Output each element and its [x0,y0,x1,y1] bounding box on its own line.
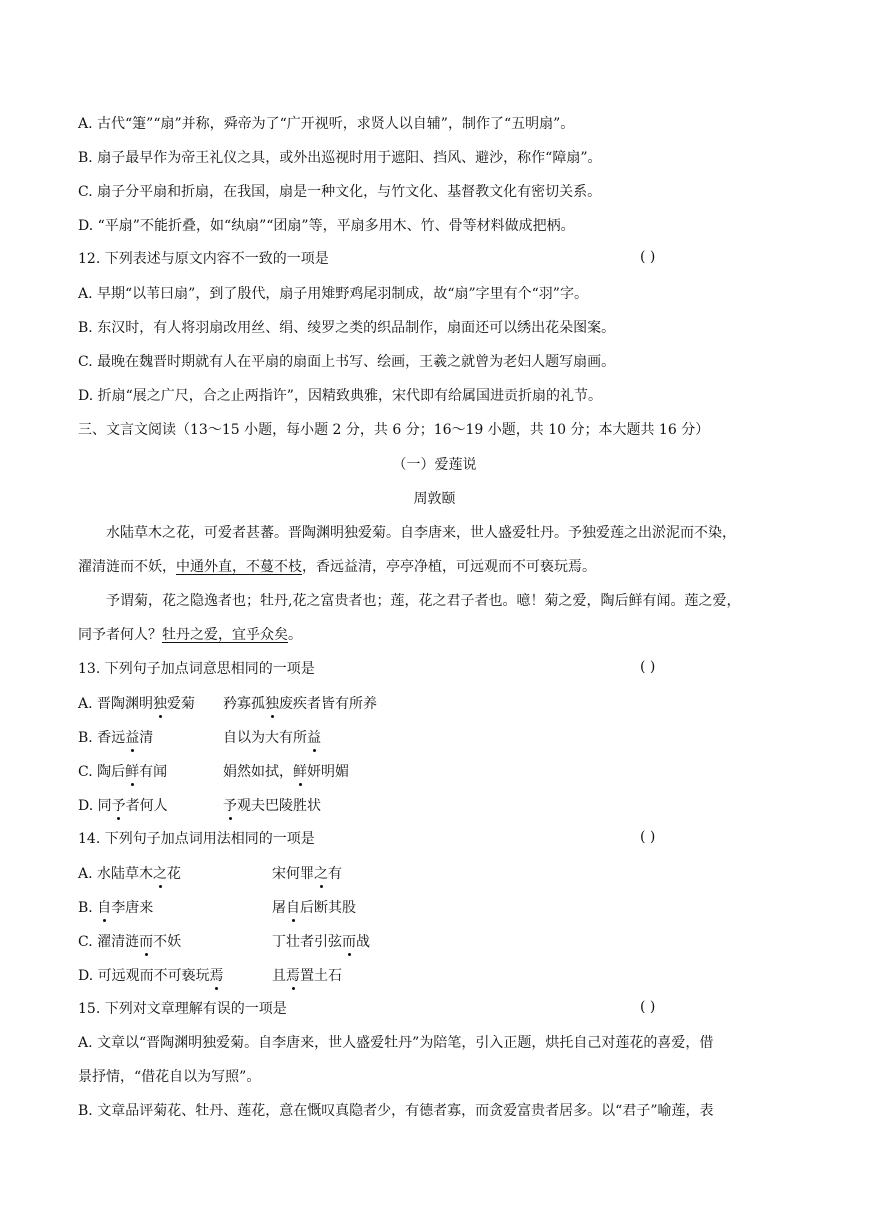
dotted-word: 予 [111,798,126,814]
q14-option-b-comparison: 屠自后断其股 [272,900,356,916]
q12-option-d: D. 折扇“展之广尺，合之止两指许”，因精致典雅，宋代即有给属国进贡折扇的礼节。 [78,388,602,404]
q14-option-a-comparison: 宋何罪之有 [272,866,342,882]
q12-option-b: B. 东汉时，有人将羽扇改用丝、绢、绫罗之类的织品制作，扇面还可以绣出花朵图案。 [78,320,616,336]
dotted-word: 自 [286,900,300,916]
dotted-word: 之 [153,866,168,882]
q11-option-c: C. 扇子分平扇和折扇，在我国，扇是一种文化，与竹文化、基督教文化有密切关系。 [78,184,602,200]
q12-option-c: C. 最晚在魏晋时期就有人在平扇的扇面上书写、绘画，王羲之就曾为老妇人题写扇画。 [78,354,616,370]
dotted-word: 益 [125,730,140,746]
question-12: 12. 下列表述与原文内容不一致的一项是 [78,251,329,267]
passage-para-1-line-2: 濯清涟而不妖，中通外直，不蔓不枝，香远益清，亭亭净植，可远观而不可亵玩焉。 [78,559,596,575]
q14-option-d: D. 可远观而不可亵玩焉 [78,968,224,984]
dotted-word: 鲜 [293,764,307,780]
q13-option-b-comparison: 自以为大有所益 [223,730,321,746]
underlined-sentence-1: 中通外直，不蔓不枝 [176,559,302,575]
q13-option-c: C. 陶后鲜有闻 [78,764,168,780]
q15-option-b-line-1: B. 文章品评菊花、牡丹、莲花，意在慨叹真隐者少，有德者寡，而贪爱富贵者居多。以“君子”喻莲，表 [78,1103,714,1119]
q13-option-a: A. 晋陶渊明独爱菊 [78,696,196,712]
dotted-word: 而 [139,934,154,950]
answer-bracket-14: ( ) [640,829,656,845]
question-13: 13. 下列句子加点词意思相同的一项是 [78,661,315,677]
q15-option-a-line-2: 景抒情，“借花自以为写照”。 [78,1069,261,1085]
q11-option-b: B. 扇子最早作为帝王礼仪之具，或外出巡视时用于遮阳、挡风、避沙，称作“障扇”。 [78,150,602,166]
answer-bracket-15: ( ) [640,999,656,1015]
q13-option-d-comparison: 予观夫巴陵胜状 [223,798,321,814]
answer-bracket-13: ( ) [640,659,656,675]
passage-para-1-line-1: 水陆草木之花，可爱者甚蕃。晋陶渊明独爱菊。自李唐来，世人盛爱牡丹。予独爱莲之出淤泥而不染， [106,525,736,541]
dotted-word: 独 [265,696,279,712]
q12-option-a: A. 早期“以苇曰扇”，到了殷代，扇子用雉野鸡尾羽制成，故“扇”字里有个“羽”字。 [78,286,588,302]
dotted-word: 鲜 [125,764,140,780]
dotted-word: 自 [97,900,112,916]
answer-bracket-12: ( ) [640,249,656,265]
q14-option-b: B. 自李唐来 [78,900,154,916]
dotted-word: 予 [223,798,237,814]
q13-option-a-comparison: 矜寡孤独废疾者皆有所养 [223,696,377,712]
dotted-word: 焉 [209,968,224,984]
q15-option-a-line-1: A. 文章以“晋陶渊明独爱菊。自李唐来，世人盛爱牡丹”为陪笔，引入正题，烘托自己对莲花的喜爱，借 [78,1035,714,1051]
q11-option-a: A. 古代“箑”“扇”并称，舜帝为了“广开视听，求贤人以自辅”，制作了“五明扇”。 [78,116,575,132]
section-3-heading: 三、文言文阅读（13～15 小题，每小题 2 分，共 6 分；16～19 小题，共 10 分；本大题共 16 分） [78,422,710,438]
q14-option-d-comparison: 且焉置土石 [272,968,342,984]
passage-title: （一）爱莲说 [392,457,477,473]
q13-option-d: D. 同予者何人 [78,798,168,814]
dotted-word: 之 [314,866,328,882]
q11-option-d: D. “平扇”不能折叠，如“纨扇”“团扇”等，平扇多用木、竹、骨等材料做成把柄。 [78,218,575,234]
underlined-sentence-2: 牡丹之爱，宜乎众矣 [162,627,288,643]
q14-option-c: C. 濯清涟而不妖 [78,934,182,950]
dotted-word: 独 [153,696,168,712]
q13-option-c-comparison: 娟然如拭，鲜妍明媚 [223,764,349,780]
q14-option-a: A. 水陆草木之花 [78,866,182,882]
question-14: 14. 下列句子加点词用法相同的一项是 [78,831,315,847]
q14-option-c-comparison: 丁壮者引弦而战 [272,934,370,950]
q13-option-b: B. 香远益清 [78,730,154,746]
passage-para-2-line-2: 同予者何人？牡丹之爱，宜乎众矣。 [78,627,302,643]
passage-author: 周敦颐 [413,491,456,507]
question-15: 15. 下列对文章理解有误的一项是 [78,1001,287,1017]
dotted-word: 益 [307,730,321,746]
passage-para-2-line-1: 予谓菊，花之隐逸者也；牡丹,花之富贵者也；莲，花之君子者也。噫！菊之爱，陶后鲜有闻。莲之爱， [106,593,741,609]
dotted-word: 而 [342,934,356,950]
dotted-word: 焉 [286,968,300,984]
